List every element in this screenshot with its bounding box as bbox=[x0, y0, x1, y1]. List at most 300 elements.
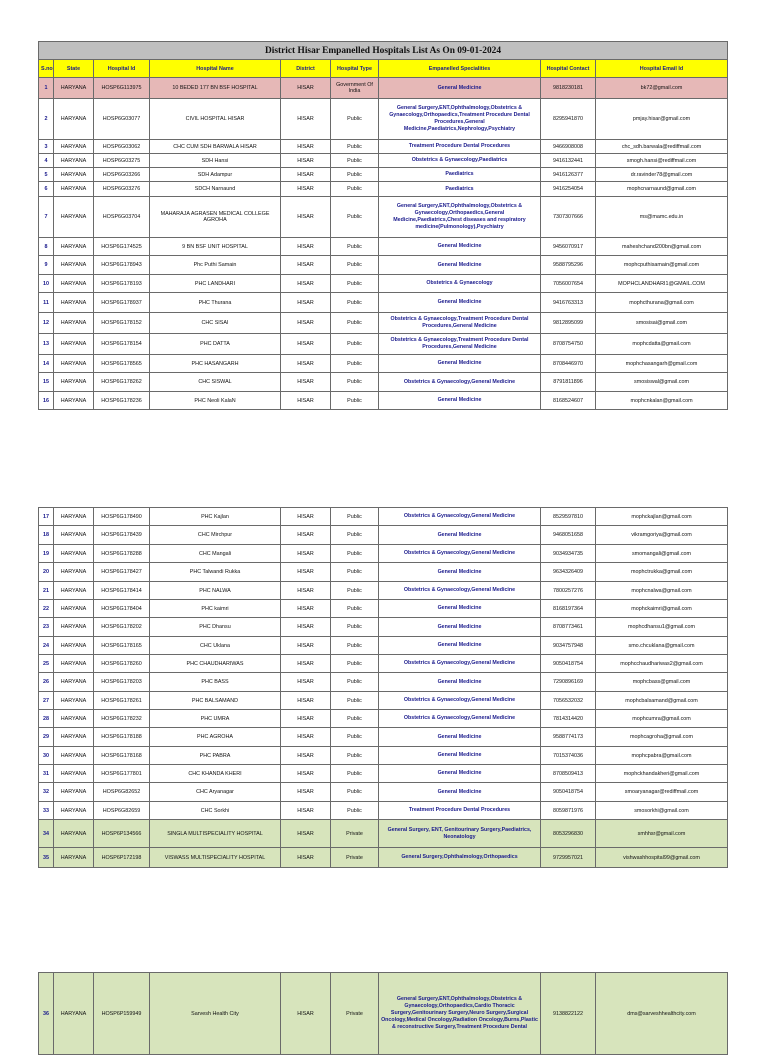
cell-email: pmjay.hisar@gmail.com bbox=[596, 99, 728, 140]
cell-sno: 20 bbox=[39, 563, 54, 582]
cell-hospital-id: HOSP6G178404 bbox=[94, 600, 150, 618]
cell-specialities: Obstetrics & Gynaecology,Paediatrics bbox=[379, 154, 541, 168]
cell-hospital-type: Public bbox=[331, 563, 379, 582]
cell-sno: 3 bbox=[39, 140, 54, 154]
cell-state: HARYANA bbox=[54, 973, 94, 1055]
table-row bbox=[39, 618, 728, 637]
table-row bbox=[39, 334, 728, 355]
cell-sno: 28 bbox=[39, 710, 54, 728]
cell-specialities: General Medicine bbox=[379, 673, 541, 692]
cell-hospital-type: Public bbox=[331, 197, 379, 238]
table-row bbox=[39, 238, 728, 256]
cell-hospital-id: HOSP6P159949 bbox=[94, 973, 150, 1055]
table-row bbox=[39, 373, 728, 392]
cell-hospital-id: HOSP6G178565 bbox=[94, 355, 150, 373]
cell-hospital-type: Public bbox=[331, 275, 379, 293]
cell-hospital-type: Public bbox=[331, 392, 379, 410]
cell-email: maheshchand200bn@gmail.com bbox=[596, 238, 728, 256]
cell-email: smhhsr@gmail.com bbox=[596, 820, 728, 848]
cell-contact: 8708754750 bbox=[541, 334, 596, 355]
cell-specialities: Treatment Procedure Dental Procedures bbox=[379, 802, 541, 820]
cell-specialities: General Medicine bbox=[379, 765, 541, 783]
cell-contact: 9818230181 bbox=[541, 78, 596, 99]
cell-state: HARYANA bbox=[54, 392, 94, 410]
cell-hospital-id: HOSP6G03275 bbox=[94, 154, 150, 168]
cell-district: HISAR bbox=[281, 313, 331, 334]
cell-email: smo.chcuklana@gmail.com bbox=[596, 637, 728, 655]
cell-sno: 27 bbox=[39, 692, 54, 710]
cell-contact: 8059871976 bbox=[541, 802, 596, 820]
cell-contact: 9034934735 bbox=[541, 545, 596, 563]
cell-state: HARYANA bbox=[54, 563, 94, 582]
cell-hospital-id: HOSP6P134566 bbox=[94, 820, 150, 848]
cell-sno: 22 bbox=[39, 600, 54, 618]
cell-contact: 9050418754 bbox=[541, 783, 596, 802]
cell-email: mophcnarnaund@gmail.com bbox=[596, 182, 728, 197]
cell-state: HARYANA bbox=[54, 802, 94, 820]
cell-sno: 33 bbox=[39, 802, 54, 820]
cell-sno: 19 bbox=[39, 545, 54, 563]
cell-hospital-id: HOSP6G178260 bbox=[94, 655, 150, 673]
cell-sno: 21 bbox=[39, 582, 54, 600]
cell-hospital-id: HOSP6G82652 bbox=[94, 783, 150, 802]
table-row bbox=[39, 802, 728, 820]
cell-sno: 36 bbox=[39, 973, 54, 1055]
cell-state: HARYANA bbox=[54, 545, 94, 563]
cell-contact: 7056532032 bbox=[541, 692, 596, 710]
cell-hospital-type: Public bbox=[331, 168, 379, 182]
cell-district: HISAR bbox=[281, 355, 331, 373]
cell-state: HARYANA bbox=[54, 783, 94, 802]
col-header-email: Hospital Email Id bbox=[596, 60, 728, 78]
cell-sno: 9 bbox=[39, 256, 54, 275]
cell-hospital-name: PHC BALSAMAND bbox=[150, 692, 281, 710]
table-row bbox=[39, 182, 728, 197]
cell-district: HISAR bbox=[281, 392, 331, 410]
cell-specialities: Treatment Procedure Dental Procedures bbox=[379, 140, 541, 154]
cell-hospital-id: HOSP6G178202 bbox=[94, 618, 150, 637]
cell-sno: 13 bbox=[39, 334, 54, 355]
cell-contact: 9416254054 bbox=[541, 182, 596, 197]
cell-state: HARYANA bbox=[54, 655, 94, 673]
cell-district: HISAR bbox=[281, 848, 331, 868]
cell-state: HARYANA bbox=[54, 618, 94, 637]
cell-specialities: Obstetrics & Gynaecology bbox=[379, 275, 541, 293]
table-row bbox=[39, 692, 728, 710]
cell-state: HARYANA bbox=[54, 692, 94, 710]
col-header-district: District bbox=[281, 60, 331, 78]
cell-email: bk72@gmail.com bbox=[596, 78, 728, 99]
cell-hospital-type: Public bbox=[331, 545, 379, 563]
cell-sno: 15 bbox=[39, 373, 54, 392]
cell-hospital-type: Public bbox=[331, 256, 379, 275]
cell-specialities: General Surgery,ENT,Ophthalmology,Obstetrics & Gynaecology,Orthopaedics,Treatment Procedure Dental Procedures,General Medicine,Paediatrics,Nephrology,Psychiatry bbox=[379, 99, 541, 140]
cell-district: HISAR bbox=[281, 154, 331, 168]
cell-hospital-id: HOSP6G178261 bbox=[94, 692, 150, 710]
cell-hospital-id: HOSP6G03704 bbox=[94, 197, 150, 238]
cell-hospital-name: VISWASS MULTISPECIALITY HOSPITAL bbox=[150, 848, 281, 868]
cell-hospital-name: PHC HASANGARH bbox=[150, 355, 281, 373]
cell-district: HISAR bbox=[281, 673, 331, 692]
cell-specialities: General Medicine bbox=[379, 747, 541, 765]
cell-contact: 8791811896 bbox=[541, 373, 596, 392]
cell-hospital-type: Public bbox=[331, 334, 379, 355]
cell-hospital-name: PHC DATTA bbox=[150, 334, 281, 355]
table-row bbox=[39, 765, 728, 783]
cell-sno: 30 bbox=[39, 747, 54, 765]
cell-specialities: General Medicine bbox=[379, 392, 541, 410]
cell-district: HISAR bbox=[281, 140, 331, 154]
cell-email: dms@sarveshhealthcity.com bbox=[596, 973, 728, 1055]
cell-hospital-name: Phc Puthi Samain bbox=[150, 256, 281, 275]
table-row bbox=[39, 275, 728, 293]
cell-hospital-name: PHC Kajlan bbox=[150, 508, 281, 526]
cell-sno: 26 bbox=[39, 673, 54, 692]
cell-specialities: General Medicine bbox=[379, 526, 541, 545]
table-row bbox=[39, 392, 728, 410]
cell-specialities: Obstetrics & Gynaecology,General Medicine bbox=[379, 508, 541, 526]
cell-hospital-type: Public bbox=[331, 182, 379, 197]
cell-email: smosisai@gmail.com bbox=[596, 313, 728, 334]
cell-hospital-id: HOSP6G82659 bbox=[94, 802, 150, 820]
cell-district: HISAR bbox=[281, 563, 331, 582]
cell-hospital-id: HOSP6G178188 bbox=[94, 728, 150, 747]
cell-hospital-id: HOSP6G178168 bbox=[94, 747, 150, 765]
cell-hospital-name: 10 BEDED 177 BN BSF HOSPITAL bbox=[150, 78, 281, 99]
cell-contact: 8708773461 bbox=[541, 618, 596, 637]
cell-email: mophckhandakheri@gmail.com bbox=[596, 765, 728, 783]
cell-hospital-name: PHC Dhansu bbox=[150, 618, 281, 637]
cell-hospital-type: Government Of India bbox=[331, 78, 379, 99]
cell-specialities: General Surgery,ENT,Ophthalmology,Obstetrics & Gynaecology,Orthopaedics,General Medicine,Paediatrics,Chest diseases and respiratory medicine(Pulmonology),Psychiatry bbox=[379, 197, 541, 238]
cell-state: HARYANA bbox=[54, 334, 94, 355]
cell-sno: 23 bbox=[39, 618, 54, 637]
cell-district: HISAR bbox=[281, 600, 331, 618]
table-row bbox=[39, 508, 728, 526]
cell-hospital-name: CHC SISAI bbox=[150, 313, 281, 334]
cell-hospital-id: HOSP6G113975 bbox=[94, 78, 150, 99]
table-row bbox=[39, 168, 728, 182]
cell-sno: 4 bbox=[39, 154, 54, 168]
cell-hospital-type: Public bbox=[331, 154, 379, 168]
cell-hospital-name: PHC BASS bbox=[150, 673, 281, 692]
cell-email: mophcthurana@gmail.com bbox=[596, 293, 728, 313]
table-row bbox=[39, 655, 728, 673]
col-header-state: State bbox=[54, 60, 94, 78]
cell-sno: 35 bbox=[39, 848, 54, 868]
cell-sno: 17 bbox=[39, 508, 54, 526]
cell-email: smomangali@gmail.com bbox=[596, 545, 728, 563]
cell-state: HARYANA bbox=[54, 747, 94, 765]
table-row bbox=[39, 563, 728, 582]
cell-contact: 9416763313 bbox=[541, 293, 596, 313]
cell-specialities: General Surgery, ENT, Genitourinary Surgery,Paediatrics, Neonatology bbox=[379, 820, 541, 848]
cell-contact: 8168524607 bbox=[541, 392, 596, 410]
cell-contact: 9634326409 bbox=[541, 563, 596, 582]
cell-state: HARYANA bbox=[54, 154, 94, 168]
cell-email: mophcbalsamand@gmail.com bbox=[596, 692, 728, 710]
cell-district: HISAR bbox=[281, 99, 331, 140]
cell-hospital-name: CHC KHANDA KHERI bbox=[150, 765, 281, 783]
cell-hospital-name: SDH Adampur bbox=[150, 168, 281, 182]
cell-contact: 8708446970 bbox=[541, 355, 596, 373]
cell-email: mophcputhisamain@gmail.com bbox=[596, 256, 728, 275]
cell-specialities: Obstetrics & Gynaecology,General Medicine bbox=[379, 710, 541, 728]
cell-state: HARYANA bbox=[54, 710, 94, 728]
cell-hospital-id: HOSP6G178937 bbox=[94, 293, 150, 313]
table-row bbox=[39, 99, 728, 140]
cell-sno: 16 bbox=[39, 392, 54, 410]
cell-hospital-name: MAHARAJA AGRASEN MEDICAL COLLEGE AGROHA bbox=[150, 197, 281, 238]
table-row bbox=[39, 355, 728, 373]
cell-specialities: Paediatrics bbox=[379, 182, 541, 197]
cell-state: HARYANA bbox=[54, 728, 94, 747]
cell-contact: 7800257276 bbox=[541, 582, 596, 600]
cell-email: mophcdhansu1@gmail.com bbox=[596, 618, 728, 637]
cell-specialities: Obstetrics & Gynaecology,General Medicine bbox=[379, 373, 541, 392]
cell-specialities: General Medicine bbox=[379, 618, 541, 637]
cell-hospital-id: HOSP6G178165 bbox=[94, 637, 150, 655]
cell-state: HARYANA bbox=[54, 526, 94, 545]
cell-specialities: General Medicine bbox=[379, 256, 541, 275]
cell-hospital-id: HOSP6G177801 bbox=[94, 765, 150, 783]
cell-contact: 9416126377 bbox=[541, 168, 596, 182]
cell-contact: 9812895099 bbox=[541, 313, 596, 334]
cell-hospital-name: PHC kaimri bbox=[150, 600, 281, 618]
cell-district: HISAR bbox=[281, 526, 331, 545]
cell-hospital-id: HOSP6G178288 bbox=[94, 545, 150, 563]
table-row bbox=[39, 673, 728, 692]
cell-contact: 7056007654 bbox=[541, 275, 596, 293]
cell-sno: 11 bbox=[39, 293, 54, 313]
cell-sno: 34 bbox=[39, 820, 54, 848]
cell-state: HARYANA bbox=[54, 765, 94, 783]
cell-hospital-id: HOSP6G03062 bbox=[94, 140, 150, 154]
cell-district: HISAR bbox=[281, 692, 331, 710]
cell-hospital-id: HOSP6G03266 bbox=[94, 168, 150, 182]
cell-hospital-name: PHC Neoli KalaN bbox=[150, 392, 281, 410]
cell-specialities: Obstetrics & Gynaecology,Treatment Procedure Dental Procedures,General Medicine bbox=[379, 313, 541, 334]
cell-email: mophckaimri@gmail.com bbox=[596, 600, 728, 618]
cell-district: HISAR bbox=[281, 545, 331, 563]
table-row bbox=[39, 313, 728, 334]
cell-sno: 8 bbox=[39, 238, 54, 256]
cell-email: mophckajlan@gmail.com bbox=[596, 508, 728, 526]
cell-hospital-name: CHC CUM SDH BARWALA HISAR bbox=[150, 140, 281, 154]
cell-hospital-id: HOSP6G178236 bbox=[94, 392, 150, 410]
cell-hospital-type: Public bbox=[331, 710, 379, 728]
col-header-specialities: Empanelled Specialities bbox=[379, 60, 541, 78]
table-row bbox=[39, 545, 728, 563]
cell-hospital-name: PHC PABRA bbox=[150, 747, 281, 765]
cell-hospital-type: Private bbox=[331, 973, 379, 1055]
cell-hospital-type: Public bbox=[331, 765, 379, 783]
cell-contact: 8529597810 bbox=[541, 508, 596, 526]
cell-state: HARYANA bbox=[54, 182, 94, 197]
col-header-hospital-name: Hospital Name bbox=[150, 60, 281, 78]
cell-hospital-type: Public bbox=[331, 526, 379, 545]
cell-state: HARYANA bbox=[54, 848, 94, 868]
column-header-row bbox=[39, 60, 728, 78]
cell-hospital-name: PHC LANDHARI bbox=[150, 275, 281, 293]
cell-email: mophchasangarh@gmail.com bbox=[596, 355, 728, 373]
table-row bbox=[39, 783, 728, 802]
cell-hospital-name: PHC Talwandi Rukka bbox=[150, 563, 281, 582]
cell-sno: 6 bbox=[39, 182, 54, 197]
cell-email: smoaryanagar@rediffmail.com bbox=[596, 783, 728, 802]
cell-district: HISAR bbox=[281, 783, 331, 802]
cell-state: HARYANA bbox=[54, 582, 94, 600]
cell-sno: 25 bbox=[39, 655, 54, 673]
cell-contact: 7307307666 bbox=[541, 197, 596, 238]
cell-sno: 24 bbox=[39, 637, 54, 655]
cell-email: vishwashhospital99@gmail.com bbox=[596, 848, 728, 868]
cell-hospital-type: Public bbox=[331, 140, 379, 154]
cell-hospital-id: HOSP6G178154 bbox=[94, 334, 150, 355]
cell-specialities: General Surgery,Ophthalmology,Orthopaedics bbox=[379, 848, 541, 868]
cell-hospital-name: CHC SISWAL bbox=[150, 373, 281, 392]
cell-state: HARYANA bbox=[54, 373, 94, 392]
cell-email: chc_sdh.barwala@rediffmail.com bbox=[596, 140, 728, 154]
cell-specialities: General Medicine bbox=[379, 783, 541, 802]
cell-district: HISAR bbox=[281, 373, 331, 392]
cell-hospital-id: HOSP6G178193 bbox=[94, 275, 150, 293]
cell-email: MOPHCLANDHARI1@GMAIL.COM bbox=[596, 275, 728, 293]
cell-hospital-type: Public bbox=[331, 355, 379, 373]
cell-email: mophcchaudhariwas2@gmail.com bbox=[596, 655, 728, 673]
cell-state: HARYANA bbox=[54, 673, 94, 692]
cell-state: HARYANA bbox=[54, 637, 94, 655]
cell-state: HARYANA bbox=[54, 820, 94, 848]
cell-hospital-name: Sarvesh Health City bbox=[150, 973, 281, 1055]
cell-sno: 29 bbox=[39, 728, 54, 747]
cell-hospital-name: SDH Hansi bbox=[150, 154, 281, 168]
cell-contact: 9466908008 bbox=[541, 140, 596, 154]
cell-email: mophcdatta@gmail.com bbox=[596, 334, 728, 355]
cell-email: ms@mamc.edu.in bbox=[596, 197, 728, 238]
cell-state: HARYANA bbox=[54, 313, 94, 334]
cell-hospital-type: Public bbox=[331, 238, 379, 256]
cell-hospital-id: HOSP6G178414 bbox=[94, 582, 150, 600]
table-row bbox=[39, 78, 728, 99]
cell-sno: 14 bbox=[39, 355, 54, 373]
cell-hospital-id: HOSP6G178439 bbox=[94, 526, 150, 545]
cell-specialities: General Medicine bbox=[379, 728, 541, 747]
cell-hospital-id: HOSP6G178203 bbox=[94, 673, 150, 692]
cell-district: HISAR bbox=[281, 275, 331, 293]
cell-email: mophcbass@gmail.com bbox=[596, 673, 728, 692]
cell-hospital-id: HOSP6G178490 bbox=[94, 508, 150, 526]
cell-hospital-type: Public bbox=[331, 373, 379, 392]
cell-district: HISAR bbox=[281, 637, 331, 655]
hospital-table-page-2 bbox=[38, 507, 728, 868]
cell-district: HISAR bbox=[281, 582, 331, 600]
cell-specialities: General Medicine bbox=[379, 563, 541, 582]
cell-hospital-id: HOSP6G178943 bbox=[94, 256, 150, 275]
cell-contact: 9456070917 bbox=[541, 238, 596, 256]
cell-sno: 12 bbox=[39, 313, 54, 334]
col-header-sno: S.no bbox=[39, 60, 54, 78]
cell-state: HARYANA bbox=[54, 99, 94, 140]
cell-contact: 7015374036 bbox=[541, 747, 596, 765]
cell-specialities: General Medicine bbox=[379, 78, 541, 99]
cell-state: HARYANA bbox=[54, 293, 94, 313]
cell-district: HISAR bbox=[281, 747, 331, 765]
cell-contact: 9138822122 bbox=[541, 973, 596, 1055]
cell-state: HARYANA bbox=[54, 508, 94, 526]
cell-district: HISAR bbox=[281, 802, 331, 820]
cell-hospital-id: HOSP6G178262 bbox=[94, 373, 150, 392]
cell-contact: 8053296830 bbox=[541, 820, 596, 848]
table-row bbox=[39, 848, 728, 868]
hospital-table-page-1 bbox=[38, 41, 728, 410]
cell-hospital-name: PHC AGROHA bbox=[150, 728, 281, 747]
cell-specialities: General Medicine bbox=[379, 355, 541, 373]
cell-specialities: Obstetrics & Gynaecology,Treatment Procedure Dental Procedures,General Medicine bbox=[379, 334, 541, 355]
cell-hospital-type: Public bbox=[331, 313, 379, 334]
table-row bbox=[39, 256, 728, 275]
cell-hospital-id: HOSP6P172198 bbox=[94, 848, 150, 868]
table-row bbox=[39, 582, 728, 600]
cell-hospital-type: Public bbox=[331, 618, 379, 637]
table-row bbox=[39, 637, 728, 655]
cell-email: vikramgoriya@gmail.com bbox=[596, 526, 728, 545]
cell-specialities: Obstetrics & Gynaecology,General Medicine bbox=[379, 582, 541, 600]
cell-email: mophcagroha@gmail.com bbox=[596, 728, 728, 747]
cell-hospital-name: CIVIL HOSPITAL HISAR bbox=[150, 99, 281, 140]
table-row bbox=[39, 197, 728, 238]
cell-state: HARYANA bbox=[54, 256, 94, 275]
cell-hospital-type: Private bbox=[331, 848, 379, 868]
cell-contact: 9050418754 bbox=[541, 655, 596, 673]
cell-sno: 2 bbox=[39, 99, 54, 140]
cell-hospital-name: SINGLA MULTISPECIALITY HOSPITAL bbox=[150, 820, 281, 848]
cell-hospital-type: Public bbox=[331, 582, 379, 600]
table-row bbox=[39, 973, 728, 1055]
cell-district: HISAR bbox=[281, 765, 331, 783]
cell-email: mophcnalwa@gmail.com bbox=[596, 582, 728, 600]
cell-email: mophcumra@gmail.com bbox=[596, 710, 728, 728]
cell-district: HISAR bbox=[281, 334, 331, 355]
table-row bbox=[39, 154, 728, 168]
cell-email: smosiswal@gmail.com bbox=[596, 373, 728, 392]
cell-email: dr.ravinder78@gmail.com bbox=[596, 168, 728, 182]
cell-district: HISAR bbox=[281, 973, 331, 1055]
cell-sno: 32 bbox=[39, 783, 54, 802]
cell-specialities: General Medicine bbox=[379, 637, 541, 655]
cell-contact: 9468051658 bbox=[541, 526, 596, 545]
cell-state: HARYANA bbox=[54, 275, 94, 293]
table-row bbox=[39, 747, 728, 765]
cell-sno: 10 bbox=[39, 275, 54, 293]
cell-hospital-name: CHC Sorkhi bbox=[150, 802, 281, 820]
cell-hospital-type: Public bbox=[331, 99, 379, 140]
cell-hospital-id: HOSP6G174525 bbox=[94, 238, 150, 256]
cell-state: HARYANA bbox=[54, 355, 94, 373]
cell-district: HISAR bbox=[281, 256, 331, 275]
cell-district: HISAR bbox=[281, 728, 331, 747]
cell-hospital-id: HOSP6G178232 bbox=[94, 710, 150, 728]
cell-sno: 18 bbox=[39, 526, 54, 545]
cell-hospital-type: Public bbox=[331, 600, 379, 618]
cell-specialities: Obstetrics & Gynaecology,General Medicine bbox=[379, 545, 541, 563]
cell-contact: 8708509413 bbox=[541, 765, 596, 783]
cell-hospital-type: Public bbox=[331, 637, 379, 655]
cell-specialities: General Surgery,ENT,Ophthalmology,Obstetrics & Gynaecology,Orthopaedics,Cardio Thoracic Surgery,Genitourinary Surgery,Neuro Surgery,Surgical Oncology,Medical Oncology,Radiation Oncology,Burns,Plastic & reconstructive Surgery,Treatment Procedure Dental bbox=[379, 973, 541, 1055]
table-row bbox=[39, 820, 728, 848]
cell-hospital-name: PHC NALWA bbox=[150, 582, 281, 600]
cell-district: HISAR bbox=[281, 78, 331, 99]
